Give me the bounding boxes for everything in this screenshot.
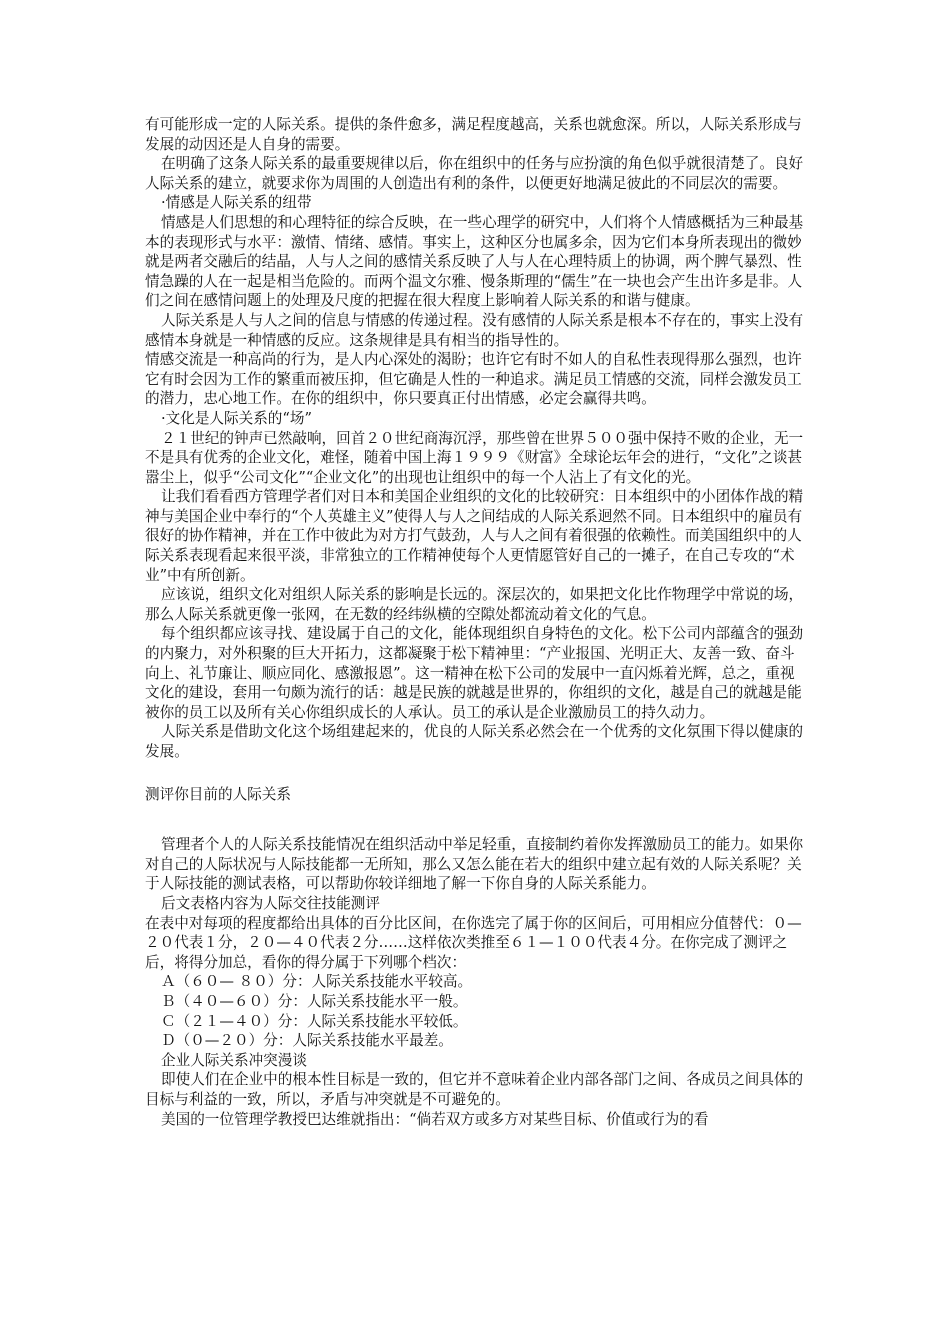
- paragraph: 美国的一位管理学教授巴达维就指出：“倘若双方或多方对某些目标、价值或行为的看: [161, 1110, 709, 1128]
- paragraph: ２１世纪的钟声已然敲响，回首２０世纪商海沉浮，那些曾在世界５００强中保持不败的企业，无一不是具有优秀的企业文化，难怪，随着中国上海１９９９《财富》全球论坛年会的进行，“文化”之谈甚嚣尘上，似乎“公司文化”“企业文化”的出现也让组织中的每一个人沾上了有文化的光。: [145, 429, 804, 486]
- paragraph: 人际关系是人与人之间的信息与情感的传递过程。没有感情的人际关系是根本不存在的，事实上没有感情本身就是一种情感的反应。这条规律是具有相当的指导性的。: [145, 311, 804, 349]
- paragraph: 有可能形成一定的人际关系。提供的条件愈多，满足程度越高，关系也就愈深。所以，人际关系形成与发展的动因还是人自身的需要。: [145, 116, 802, 153]
- paragraph: 应该说，组织文化对组织人际关系的影响是长远的。深层次的，如果把文化比作物理学中常说的场，那么人际关系就更像一张网，在无数的经纬纵横的空隙处都流动着文化的气息。: [145, 586, 804, 623]
- spacer: [145, 804, 805, 835]
- paragraph: 在表中对每项的程度都给出具体的百分比区间，在你选完了属于你的区间后，可用相应分值替代：０—２０代表１分，２０—４０代表２分……这样依次类推至６１—１００代表４分。在你完成了测评之后，将得分加总，看你的得分属于下列哪个档次：: [145, 914, 802, 971]
- subheading-culture: ·文化是人际关系的“场”: [161, 409, 312, 427]
- paragraph: 人际关系是借助文化这个场组建起来的，优良的人际关系必然会在一个优秀的文化氛围下得以健康的发展。: [145, 723, 804, 760]
- subheading-conflict: 企业人际关系冲突漫谈: [161, 1051, 307, 1069]
- document-page: [145, 115, 805, 1129]
- paragraph: 管理者个人的人际关系技能情况在组织活动中举足轻重，直接制约着你发挥激励员工的能力。如果你对自己的人际状况与人际技能都一无所知，那么又怎么能在若大的组织中建立起有效的人际关系呢？关于人际技能的测试表格，可以帮助你较详细地了解一下你自身的人际关系能力。: [145, 836, 804, 893]
- paragraph: 即使人们在企业中的根本性目标是一致的，但它并不意味着企业内部各部门之间、各成员之间具体的目标与利益的一致，所以，矛盾与冲突就是不可避免的。: [145, 1071, 804, 1108]
- paragraph: 情感是人们思想的和心理特征的综合反映，在一些心理学的研究中，人们将个人情感概括为三种最基本的表现形式与水平：激情、情绪、感情。事实上，这种区分也属多余，因为它们本身所表现出的微妙就是两者交融后的结晶，人与人之间的感情关系反映了人与人在心理特质上的协调，两个脾气暴烈、性情急躁的人在一起是相当危险的。而两个温文尔雅、慢条斯理的“儒生”在一块也会产生出许多是非。人们之间在感情问题上的处理及尺度的把握在很大程度上影响着人际关系的和谐与健康。: [145, 213, 804, 310]
- subheading-emotion: ·情感是人际关系的纽带: [161, 194, 312, 212]
- spacer: [145, 762, 805, 785]
- section-body-1: [145, 115, 805, 762]
- score-level-d: Ｄ（０—２０）分：人际关系技能水平最差。: [161, 1032, 453, 1050]
- section-body-2: [145, 835, 805, 1129]
- paragraph: 让我们看看西方管理学者们对日本和美国企业组织的文化的比较研究：日本组织中的小团体作战的精神与美国企业中奉行的“个人英雄主义”使得人与人之间结成的人际关系迥然不同。日本组织中的雇员有很好的协作精神，并在工作中彼此为对方打气鼓劲，人与人之间有着很强的依赖性。而美国组织中的人际关系表现看起来很平淡，非常独立的工作精神使每个人更情愿管好自己的一摊子，在自己专攻的“术业”中有所创新。: [145, 488, 804, 584]
- score-level-b: Ｂ（４０—６０）分：人际关系技能水平一般。: [161, 992, 468, 1010]
- paragraph: 后文表格内容为人际交往技能测评: [161, 894, 380, 912]
- paragraph: 每个组织都应该寻找、建设属于自己的文化，能体现组织自身特色的文化。松下公司内部蕴含的强劲的内聚力，对外积聚的巨大开拓力，这都凝聚于松下精神里：“产业报国、光明正大、友善一致、奋斗向上、礼节廉让、顺应同化、感激报恩”。这一精神在松下公司的发展中一直闪烁着光辉，总之，重视文化的建设，套用一句颇为流行的话：越是民族的就越是世界的，你组织的文化，越是自己的就越是能被你的员工以及所有关心你组织成长的人承认。员工的承认是企业激励员工的持久动力。: [145, 625, 804, 721]
- paragraph: 在明确了这条人际关系的最重要规律以后，你在组织中的任务与应扮演的角色似乎就很清楚了。良好人际关系的建立，就要求你为周围的人创造出有利的条件，以便更好地满足彼此的不同层次的需要。: [145, 155, 804, 192]
- score-level-a: Ａ（６０— ８０）分：人际关系技能水平较高。: [161, 973, 473, 991]
- section-heading: 测评你目前的人际关系: [145, 785, 291, 803]
- paragraph: 情感交流是一种高尚的行为，是人内心深处的渴盼；也许它有时不如人的自私性表现得那么强烈，也许它有时会因为工作的繁重而被压抑，但它确是人性的一种追求。满足员工情感的交流，同样会激发员工的潜力，忠心地工作。在你的组织中，你只要真正付出情感，必定会赢得共鸣。: [145, 351, 802, 408]
- score-level-c: Ｃ（２１—４０）分：人际关系技能水平较低。: [161, 1012, 468, 1030]
